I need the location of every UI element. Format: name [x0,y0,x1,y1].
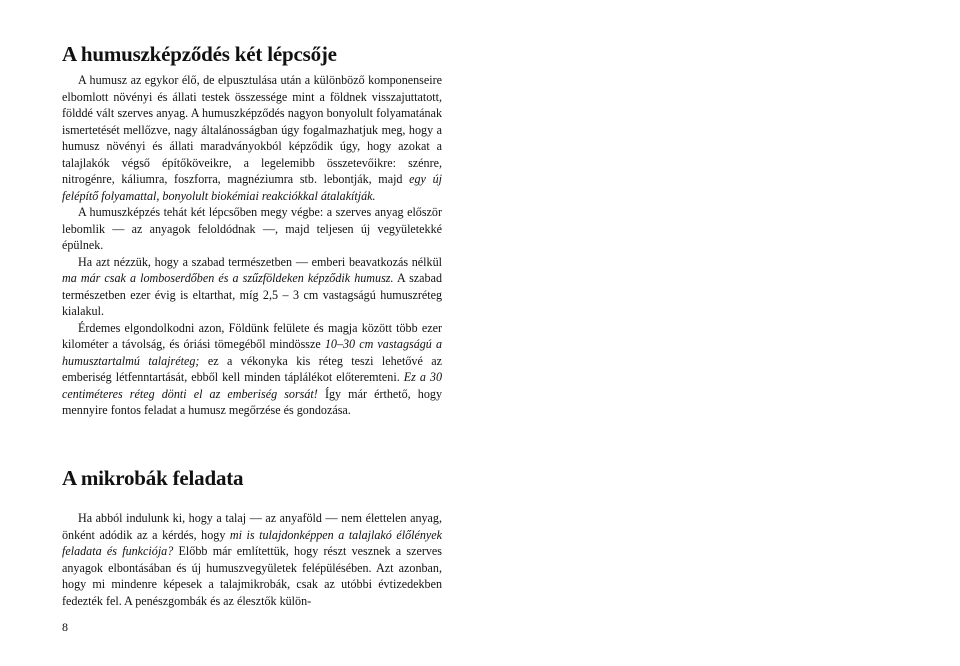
paragraph-microbes: Ha abból indulunk ki, hogy a talaj — az anyaföld — nem élettelen anyag, önként adódik az a kérdés, hogy mi is tulajdonképpen a talajlakó élőlények feladata és funkciója? Előbb már említettük, hogy részt vesznek a szerves anyagok elbontásában és új humuszvegyületek felépülésében. Azt azonban, hogy mi mindenre képesek a talajmikrobák, csak az utóbbi évtizedekben fedezték fel. A penészgombák és az élesztők külön- [62,511,443,608]
paragraph-earth-layer: Érdemes elgondolkodni azon, Földünk felülete és magja között több ezer kilométer a távolság, és óriási tömegéből mindössze 10–30 cm vastagságú a humusztartalmú talajréteg; ez a vékonyka kis réteg teszi lehetővé az emberiség létfenntartását, ebből kell minden táplálékot előteremteni. Ez a 30 centiméteres réteg dönti el az emberiség sorsát! Így már érthető, hogy mennyire fontos feladat a humusz megőrzése és gondozása. [62,320,442,417]
section-heading-humus: A humuszképződés két lépcsője [62,42,337,66]
right-page [480,0,960,666]
left-body-bottom [62,510,442,609]
paragraph-humus-definition: A humusz az egykor élő, de elpusztulása után a különböző komponenseire elbomlott növényi és állati testek összessége mint a földnek visszajuttatott, földdé vált szerves anyag. A humuszképződés nagyon bonyolult folyamatának ismertetését mellőzve, nagy általánosságban úgy fogalmazhatjuk meg, hogy a humusz növényi és állati maradványokból képződik úgy, hogy azokat a talajlakók végső építőköveikre, a legelemibb összetevőikre: szénre, nitrogénre, káliumra, foszforra, magnéziumra stb. lebontják, majd egy új felépítő folyamattal, bonyolult biokémiai reakciókkal átalakítják. [62,73,442,203]
left-body-top [62,72,442,419]
paragraph-two-steps: A humuszképzés tehát két lépcsőben megy végbe: a szerves anyag először lebomlik — az anyagok feloldódnak —, majd teljesen új vegyületekké épülnek. [62,205,442,252]
page-number-left: 8 [62,620,68,634]
paragraph-nature: Ha azt nézzük, hogy a szabad természetben — emberi beavatkozás nélkül ma már csak a lomboserdőben és a szűzföldeken képződik humusz. A szabad természetben ezer évig is eltarthat, míg 2,5 – 3 cm vastagságú humuszréteg kialakul. [62,254,443,318]
section-heading-microbes: A mikrobák feladata [62,466,244,490]
